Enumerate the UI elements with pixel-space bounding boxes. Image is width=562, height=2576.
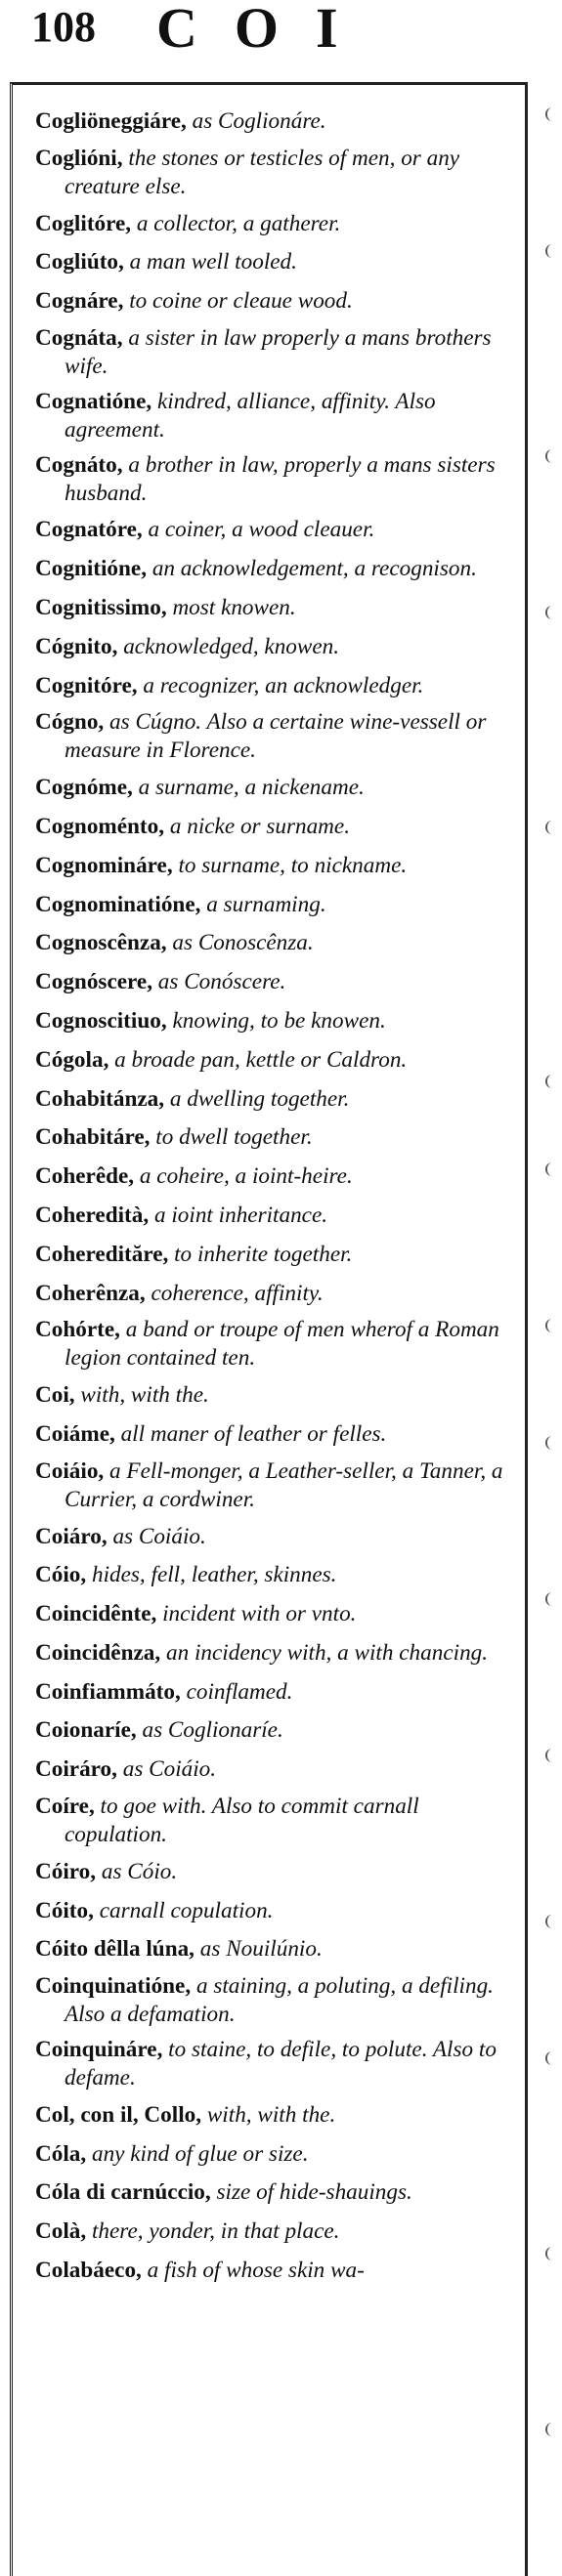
dictionary-entry [35,927,524,959]
dictionary-entry [35,208,524,240]
entry-definition: a staining, a poluting, a defiling. Also a defamation. [65,1973,494,2028]
dictionary-entry [35,1933,524,1965]
entry-headword: Cógno, [35,709,105,736]
dictionary-entry [35,966,524,998]
entry-headword: Cogliúto, [35,249,124,275]
dictionary-entry [35,1316,524,1372]
entry-headword: Coheredità, [35,1202,150,1228]
dictionary-entry [35,1379,524,1412]
entry-definition: acknowledged, knowen. [117,633,340,659]
entry-headword: Cognominatióne, [35,891,201,917]
entry-headword: Coíre, [35,1794,95,1820]
entry-definition: a surname, a nickename. [132,775,365,801]
entry-headword: Cognóme, [35,775,133,801]
entry-headword: Cognomináre, [35,852,173,878]
entry-headword: Cohórte, [35,1317,120,1343]
dictionary-entry [35,246,524,278]
entry-definition: any kind of glue or size. [86,2140,309,2167]
margin-bracket [545,1162,555,1176]
margin-bracket [545,606,555,619]
dictionary-entry [35,1044,524,1077]
margin-bracket [545,449,555,463]
entry-definition: a nicke or surname. [164,813,351,839]
entry-headword: Cógola, [35,1046,109,1073]
entry-headword: Coglióni, [35,145,123,171]
entry-definition: a Fell-monger, a Leather-seller, a Tanner, a Currier, a cordwiner. [65,1457,503,1512]
entry-headword: Cognáto, [35,451,123,478]
margin-bracket [545,1592,555,1606]
dictionary-entry [35,1856,524,1888]
entry-definition: a collector, a gatherer. [131,210,341,236]
dictionary-entry [35,631,524,663]
entry-definition: a fish of whose skin wa- [141,2258,365,2284]
entry-headword: Coionaríe, [35,1717,137,1744]
entry-headword: Coiáro, [35,1523,108,1549]
entry-definition: a broade pan, kettle or Caldron. [108,1046,408,1073]
entry-headword: Coincidênza, [35,1639,161,1666]
entry-definition: as Nouilúnio. [194,1936,323,1963]
dictionary-entry [35,1200,524,1232]
entry-definition: incident with or vnto. [156,1601,357,1627]
margin-marks [540,98,562,2576]
entry-definition: a coiner, a wood cleauer. [142,517,375,543]
entry-headword: Coi, [35,1382,75,1409]
entry-headword: Cogliöneggiáre, [35,108,187,134]
entry-definition: with, with the. [74,1382,209,1409]
entry-definition: a surnaming. [200,891,326,917]
entry-definition: as Cúgno. Also a certaine wine-vessell or measure in Florence. [65,709,487,764]
entry-headword: Cognoscitiuo, [35,1007,167,1034]
entry-headword: Colà, [35,2218,87,2245]
margin-bracket [545,2423,555,2436]
entry-definition: as Coiáio. [107,1523,206,1549]
dictionary-entry [35,2099,524,2132]
dictionary-column [35,106,524,2576]
page-number: 108 [31,3,96,51]
entry-headword: Coinquinatióne, [35,1973,192,2000]
margin-bracket [545,1436,555,1450]
dictionary-entry [35,670,524,702]
entry-headword: Cognáre, [35,288,124,315]
page-header [0,0,562,70]
entry-definition: a band or troupe of men wherof a Roman legion contained ten. [65,1317,499,1372]
entry-definition: with, with the. [201,2101,336,2128]
entry-definition: size of hide-shauings. [210,2179,412,2206]
dictionary-entry [35,1521,524,1553]
entry-headword: Cognóscere, [35,969,152,995]
dictionary-entry [35,1559,524,1591]
entry-headword: Cóito, [35,1897,94,1923]
dictionary-entry [35,708,524,765]
entry-headword: Cognáta, [35,324,123,351]
entry-definition: coinflamed. [180,1678,293,1705]
dictionary-entry [35,889,524,921]
entry-definition: the stones or testicles of men, or any creature else. [65,145,460,199]
entry-headword: Cognatóre, [35,517,143,543]
dictionary-entry [35,1598,524,1630]
dictionary-entry [35,285,524,317]
dictionary-entry [35,1676,524,1709]
entry-headword: Coincidênte, [35,1601,157,1627]
dictionary-entry [35,850,524,882]
entry-definition: to surname, to nickname. [172,852,408,878]
dictionary-entry [35,1753,524,1786]
entry-definition: to inherite together. [168,1241,353,1267]
margin-bracket [545,1749,555,1762]
entry-definition: knowing, to be knowen. [166,1007,386,1034]
entry-headword: Col, con il, Collo, [35,2101,202,2128]
dictionary-entry [35,1083,524,1116]
entry-definition: as Coiáio. [116,1756,217,1783]
entry-headword: Cognitióne, [35,556,148,582]
entry-headword: Cognitóre, [35,672,138,698]
entry-headword: Coiáme, [35,1420,115,1447]
entry-headword: Coherêde, [35,1163,135,1190]
entry-definition: a coheire, a ioint-heire. [134,1163,353,1190]
margin-bracket [545,2247,555,2260]
entry-definition: a recognizer, an acknowledger. [137,672,424,698]
entry-headword: Coherênza, [35,1280,146,1306]
entry-definition: kindred, alliance, affinity. Also agreement. [65,388,436,443]
dictionary-entry [35,1278,524,1310]
entry-definition: as Cóio. [96,1858,178,1884]
running-head: COI [156,0,375,60]
entry-headword: Cóla di carnúccio, [35,2179,211,2206]
margin-bracket [545,244,555,258]
dictionary-entry [35,1637,524,1669]
dictionary-entry [35,2176,524,2209]
dictionary-entry [35,1714,524,1747]
margin-bracket [545,821,555,834]
entry-headword: Cognoscênza, [35,930,167,956]
dictionary-entry [35,592,524,624]
dictionary-entry [35,553,524,585]
entry-definition: a ioint inheritance. [149,1202,328,1228]
entry-definition: to dwell together. [150,1124,313,1151]
entry-headword: Cohabitánza, [35,1085,165,1112]
entry-definition: an incidency with, a with chancing. [160,1639,489,1666]
dictionary-entry [35,451,524,508]
entry-definition: a dwelling together. [164,1085,350,1112]
dictionary-entry [35,145,524,201]
entry-definition: all maner of leather or felles. [114,1420,387,1447]
entry-definition: a man well tooled. [123,249,297,275]
dictionary-entry [35,106,524,138]
margin-bracket [545,1319,555,1332]
entry-definition: most knowen. [166,594,296,620]
entry-definition: as Conóscere. [152,969,286,995]
entry-headword: Cógnito, [35,633,118,659]
entry-definition: as Coglionáre. [186,108,326,134]
dictionary-entry [35,1161,524,1193]
entry-headword: Cóiro, [35,1858,97,1884]
entry-definition: a sister in law properly a mans brothers wife. [65,324,492,379]
entry-headword: Coinquináre, [35,2037,163,2063]
entry-headword: Coiráro, [35,1756,117,1783]
entry-headword: Coheredităre, [35,1241,169,1267]
entry-headword: Coinfiammáto, [35,1678,181,1705]
margin-bracket [545,1075,555,1088]
dictionary-entry [35,1895,524,1927]
entry-headword: Cóito dêlla lúna, [35,1936,195,1963]
entry-definition: to goe with. Also to commit carnall copulation. [65,1794,419,1848]
dictionary-entry [35,1793,524,1849]
entry-headword: Cóla, [35,2140,87,2167]
dictionary-entry [35,2255,524,2287]
margin-bracket [545,107,555,121]
entry-definition: coherence, affinity. [145,1280,324,1306]
entry-definition: to staine, to defile, to polute. Also to defame. [65,2037,497,2091]
dictionary-entry [35,811,524,843]
entry-headword: Coiáio, [35,1457,105,1484]
dictionary-entry [35,1121,524,1154]
dictionary-entry [35,2138,524,2171]
entry-headword: Cognitissimo, [35,594,167,620]
entry-headword: Coglitóre, [35,210,132,236]
dictionary-entry [35,324,524,381]
entry-headword: Colabáeco, [35,2258,142,2284]
entry-definition: as Coglionaríe. [136,1717,283,1744]
entry-headword: Cognatióne, [35,388,152,414]
entry-definition: as Conoscênza. [166,930,314,956]
dictionary-entry [35,514,524,546]
entry-definition: a brother in law, properly a mans sisters husband. [65,451,496,506]
entry-headword: Cohabitáre, [35,1124,151,1151]
dictionary-entry [35,1418,524,1451]
dictionary-entry [35,1972,524,2029]
dictionary-entry [35,1457,524,1514]
margin-bracket [545,2051,555,2065]
dictionary-entry [35,388,524,444]
dictionary-entry [35,772,524,804]
entry-headword: Cognoménto, [35,813,165,839]
entry-definition: an acknowledgement, a recognison. [147,556,477,582]
entry-headword: Cóio, [35,1562,87,1588]
margin-bracket [545,1915,555,1928]
dictionary-entry [35,2216,524,2248]
dictionary-entry [35,2036,524,2092]
dictionary-entry [35,1005,524,1037]
entry-definition: there, yonder, in that place. [86,2218,340,2245]
entry-definition: hides, fell, leather, skinnes. [86,1562,337,1588]
entry-definition: carnall copulation. [93,1897,274,1923]
entry-definition: to coine or cleaue wood. [123,288,353,315]
dictionary-entry [35,1239,524,1271]
